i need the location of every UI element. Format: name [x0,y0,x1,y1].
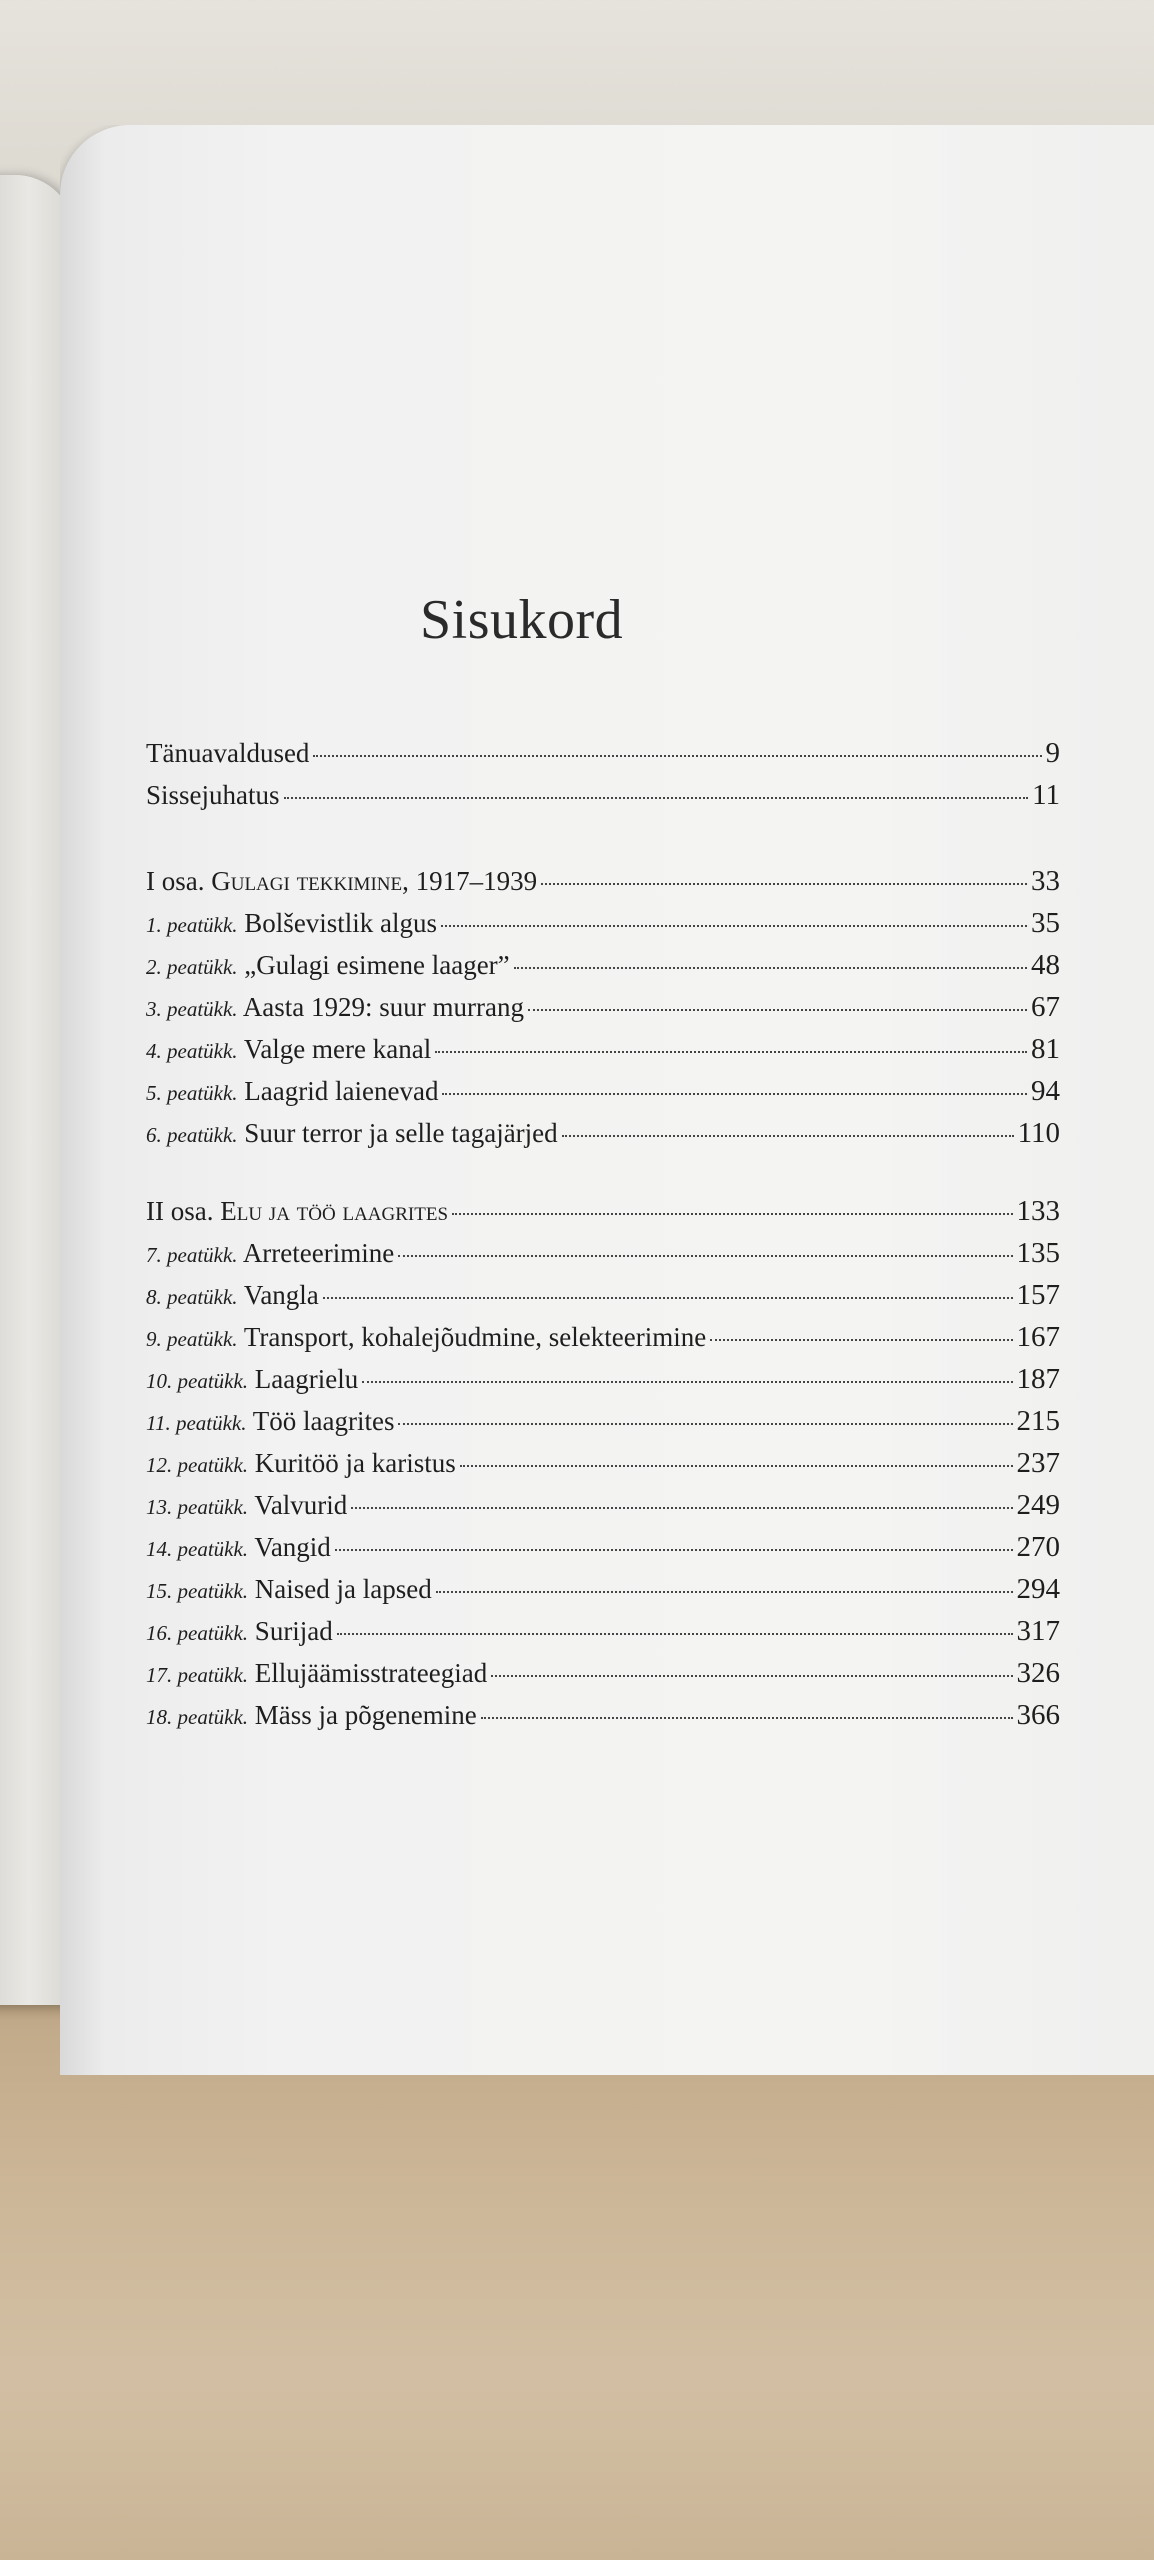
toc-row-chapter[interactable] [146,1075,1060,1117]
dot-leader [541,883,1027,885]
page-title: Sisukord [420,589,624,651]
toc-page-number: 326 [1016,1657,1060,1689]
dot-leader [398,1255,1012,1257]
chapter-title: Laagrid laienevad [244,1076,439,1106]
toc-page-number: 317 [1016,1615,1060,1647]
dot-leader [442,1093,1027,1095]
toc-row-chapter[interactable] [146,1237,1060,1279]
chapter-prefix: 14. peatükk. [146,1537,249,1561]
dot-leader [460,1465,1013,1467]
toc-row-chapter[interactable] [146,1615,1060,1657]
toc-page-number: 35 [1031,907,1060,939]
chapter-prefix: 4. peatükk. [146,1039,238,1063]
toc-entry-label [146,1322,706,1353]
chapter-title: Vangla [243,1280,319,1310]
toc-page-number: 33 [1031,865,1060,897]
chapter-prefix: 3. peatükk. [146,997,238,1021]
toc-page-number: 187 [1016,1363,1060,1395]
toc-entry-label [146,992,524,1023]
toc-entry-label [146,1280,319,1311]
dot-leader [441,925,1027,927]
chapter-title: Surijad [254,1616,333,1646]
dot-leader [528,1009,1027,1011]
toc-row-chapter[interactable] [146,1699,1060,1741]
chapter-prefix: 9. peatükk. [146,1327,238,1351]
chapter-prefix: 16. peatükk. [146,1621,249,1645]
toc-part-2 [146,1195,1060,1741]
toc-page-number: 133 [1016,1195,1060,1227]
toc-entry-label [146,908,437,939]
toc-page-number: 366 [1016,1699,1060,1731]
toc-page-number: 11 [1032,779,1060,811]
toc-page-number: 294 [1016,1573,1060,1605]
chapter-list [146,907,1060,1159]
chapter-prefix: 13. peatükk. [146,1495,249,1519]
dot-leader [323,1297,1013,1299]
dot-leader [514,967,1027,969]
dot-leader [562,1135,1014,1137]
chapter-title: Kuritöö ja karistus [254,1448,456,1478]
toc-entry-label [146,1364,358,1395]
toc-entry-label [146,1118,558,1149]
toc-entry-label [146,1532,331,1563]
dot-leader [362,1381,1012,1383]
dot-leader [435,1051,1027,1053]
toc-row-chapter[interactable] [146,1363,1060,1405]
chapter-prefix: 15. peatükk. [146,1579,249,1603]
dot-leader [452,1213,1012,1215]
toc-row-chapter[interactable] [146,1531,1060,1573]
dot-leader [284,797,1029,799]
chapter-prefix: 11. peatükk. [146,1411,247,1435]
toc-page-number: 249 [1016,1489,1060,1521]
toc-entry-label [146,1616,333,1647]
chapter-title: Naised ja lapsed [254,1574,432,1604]
chapter-title: Valvurid [254,1490,348,1520]
toc-page-number: 9 [1045,737,1060,769]
toc-entry-label [146,1076,438,1107]
toc-entry-label: Sissejuhatus [146,780,280,810]
toc-entry-label [146,1034,431,1065]
chapter-prefix: 6. peatükk. [146,1123,238,1147]
dot-leader [351,1507,1012,1509]
dot-leader [335,1549,1013,1551]
toc-row-chapter[interactable] [146,1117,1060,1159]
chapter-prefix: 12. peatükk. [146,1453,249,1477]
toc-row-chapter[interactable] [146,907,1060,949]
toc-front-matter [146,738,1060,822]
chapter-title: Valge mere kanal [243,1034,432,1064]
dot-leader [313,755,1041,757]
chapter-title: Töö laagrites [252,1406,395,1436]
toc-page-number: 81 [1031,1033,1060,1065]
toc-page-number: 48 [1031,949,1060,981]
toc-row-chapter[interactable] [146,1033,1060,1075]
toc-entry-label [146,1448,456,1479]
chapter-prefix: 7. peatükk. [146,1243,238,1267]
toc-entry-label [146,1700,477,1731]
toc-page-number: 237 [1016,1447,1060,1479]
dot-leader [491,1675,1012,1677]
chapter-title: Aasta 1929: suur murrang [242,992,525,1022]
chapter-title: Mäss ja põgenemine [254,1700,477,1730]
chapter-prefix: 5. peatükk. [146,1081,238,1105]
chapter-title: Bolševistlik algus [244,908,438,938]
part-prefix: II osa. [146,1196,214,1226]
dot-leader [337,1633,1013,1635]
part-name: Elu ja töö laagrites [220,1196,449,1226]
chapter-prefix: 2. peatükk. [146,955,238,979]
chapter-title: Arreteerimine [242,1238,395,1268]
chapter-prefix: 18. peatükk. [146,1705,249,1729]
chapter-list [146,1237,1060,1741]
toc-row-front-1[interactable] [146,780,1060,822]
dot-leader [710,1339,1012,1341]
toc-page-number: 167 [1016,1321,1060,1353]
toc-row-chapter[interactable] [146,1321,1060,1363]
toc-entry-label [146,1574,432,1605]
toc-entry-label: Tänuavaldused [146,738,310,768]
toc-page-number: 270 [1016,1531,1060,1563]
toc-row-chapter[interactable] [146,949,1060,991]
chapter-title: Suur terror ja selle tagajärjed [244,1118,558,1148]
chapter-title: Transport, kohalejõudmine, selekteerimine [243,1322,707,1352]
part-heading-label [146,866,537,897]
chapter-title: Laagrielu [254,1364,359,1394]
chapter-prefix: 17. peatükk. [146,1663,249,1687]
toc-part-1 [146,865,1060,1159]
toc-entry-label [146,1658,487,1689]
dot-leader [436,1591,1013,1593]
chapter-prefix: 10. peatükk. [146,1369,249,1393]
toc-part-heading[interactable] [146,1195,1060,1237]
chapter-title: Ellujäämisstrateegiad [254,1658,488,1688]
toc-row-chapter[interactable] [146,1447,1060,1489]
chapter-title: Vangid [254,1532,331,1562]
toc-row-chapter[interactable] [146,1657,1060,1699]
toc-row-chapter[interactable] [146,991,1060,1033]
chapter-title: „Gulagi esimene laager” [244,950,510,980]
toc-page-number: 157 [1016,1279,1060,1311]
toc-entry-label [146,1490,347,1521]
toc-row-chapter[interactable] [146,1279,1060,1321]
dot-leader [398,1423,1012,1425]
toc-row-chapter[interactable] [146,1489,1060,1531]
toc-page-number: 215 [1016,1405,1060,1437]
part-name: Gulagi tekkimine, 1917–1939 [211,866,538,896]
toc-row-front-0[interactable] [146,738,1060,780]
chapter-prefix: 1. peatükk. [146,913,238,937]
dot-leader [481,1717,1013,1719]
toc-entry-label [146,1238,394,1269]
toc-entry-label [146,950,510,981]
part-heading-label [146,1196,448,1227]
toc-entry-label [146,1406,394,1437]
toc-part-heading[interactable] [146,865,1060,907]
chapter-prefix: 8. peatükk. [146,1285,238,1309]
toc-page-number: 110 [1017,1117,1060,1149]
toc-page-number: 94 [1031,1075,1060,1107]
toc-row-chapter[interactable] [146,1405,1060,1447]
toc-page-number: 67 [1031,991,1060,1023]
toc-page-number: 135 [1016,1237,1060,1269]
part-prefix: I osa. [146,866,205,896]
toc-row-chapter[interactable] [146,1573,1060,1615]
